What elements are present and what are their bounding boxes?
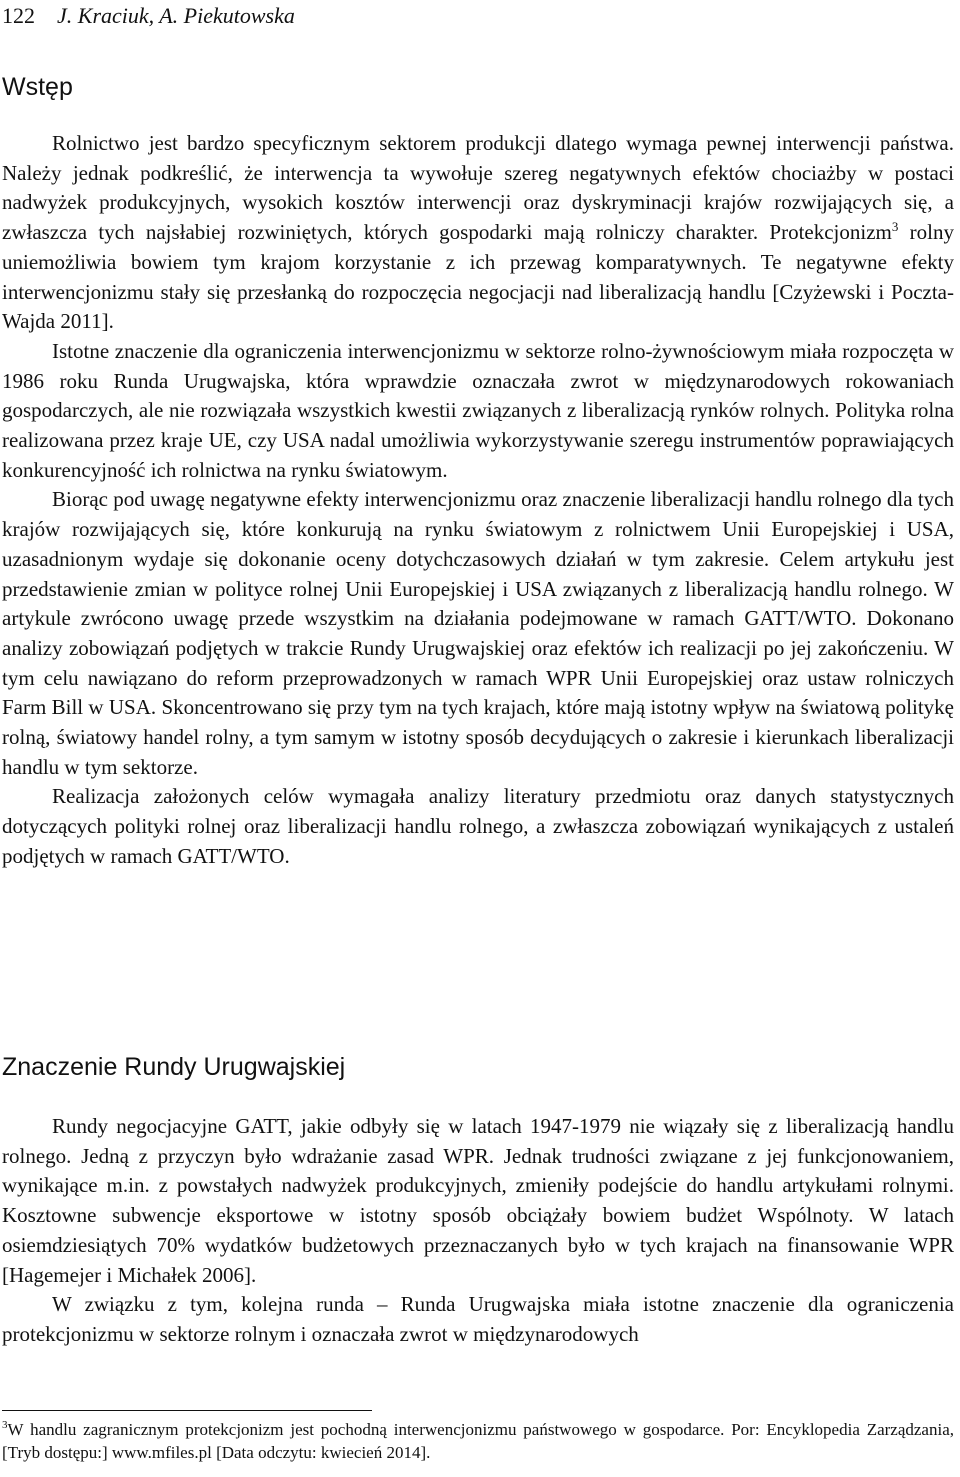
page-number: 122	[2, 3, 35, 28]
footnote-reference: 3	[891, 219, 899, 235]
intro-section-body	[2, 129, 954, 872]
intro-paragraph-3: Biorąc pod uwagę negatywne efekty interwencjonizmu oraz znaczenie liberalizacji handlu rolnego dla tych krajów rozwijających się, które konkurują na rynku światowym z rolnictwem Unii Europejskiej i USA, uzasadnionym wydaje się dokonanie oceny dotychczasowych działań w tym zakresie. Celem artykułu jest przedstawienie zmian w polityce rolnej Unii Europejskiej i USA związanych z liberalizacją handlu rolnego. W artykule zwrócono uwagę przede wszystkim na działania podejmowane w ramach GATT/WTO. Dokonano analizy zobowiązań podjętych w trakcie Rundy Urugwajskiej oraz efektów ich realizacji po jej zakończeniu. W tym celu nawiązano do reform przeprowadzonych w ramach WPR Unii Europejskiej oraz ustaw rolniczych Farm Bill w USA. Skoncentrowano się przy tym na tych krajach, które mają istotny wpływ na światową politykę rolną, światowy handel rolny, a tym samym w istotny sposób decydujących o zakresie i kierunkach liberalizacji handlu w tym sektorze.	[2, 487, 954, 779]
intro-paragraph-1	[2, 129, 954, 337]
section-heading-intro: Wstęp	[2, 73, 73, 101]
intro-paragraph-2: Istotne znaczenie dla ograniczenia interwencjonizmu w sektorze rolno-żywnościowym miała rozpoczęta w 1986 roku Runda Urugwajska, która wprawdzie oznaczała zwrot w międzynarodowych rokowaniach gospodarczych, ale nie rozwiązała wszystkich kwestii związanych z liberalizacją rynków rolnych. Polityka rolna realizowana przez kraje UE, czy USA nadal umożliwia wykorzystywanie szeregu instrumentów poprawiających konkurencyjność ich rolnictwa na rynku światowym.	[2, 338, 954, 482]
round-paragraph-1: Rundy negocjacyjne GATT, jakie odbyły się w latach 1947-1979 nie wiązały się z liberalizacją handlu rolnego. Jedną z przyczyn było wdrażanie zasad WPR. Jednak trudności związane z jej funkcjonowaniem, wynikające m.in. z powstałych nadwyżek produkcyjnych, zmieniły podejście do handlu artykułami rolnymi. Kosztowne subwencje eksportowe w istotny sposób obciążały bowiem budżet Wspólnoty. W latach osiemdziesiątych 70% wydatków budżetowych przeznaczanych było w tych krajach na finansowanie WPR [Hagemejer i Michałek 2006].	[2, 1114, 954, 1287]
footnote-text: W handlu zagranicznym protekcjonizm jest pochodną interwencjonizmu państwowego w gospodarce. Por: Encyklopedia Zarządzania, [Tryb dostępu:] www.mfiles.pl [Data odczytu: kwiecień 2014].	[2, 1420, 954, 1462]
intro-paragraph-1-part-a: Rolnictwo jest bardzo specyficznym sektorem produkcji dlatego wymaga pewnej interwencji państwa. Należy jednak podkreślić, że interwencja ta wywołuje szereg negatywnych efektów chociażby w postaci nadwyżek produkcyjnych, wysokich kosztów interwencji oraz dyskryminacji krajów rozwijających się, a zwłaszcza tych najsłabiej rozwiniętych, których gospodarki mają rolniczy charakter. Protekcjonizm	[2, 131, 954, 245]
running-header	[2, 2, 295, 30]
footnote-marker: 3	[2, 1419, 8, 1431]
footnote-separator	[2, 1410, 372, 1411]
intro-paragraph-1-part-b: rolny uniemożliwia bowiem tym krajom korzystanie z ich przewag komparatywnych. Te negatywne efekty interwencjonizmu stały się przesłanką do rozpoczęcia negocjacji nad liberalizacją handlu [Czyżewski i Poczta-Wajda 2011].	[2, 220, 954, 334]
footnote	[2, 1418, 954, 1464]
uruguay-round-section-body	[2, 1112, 954, 1350]
intro-paragraph-4: Realizacja założonych celów wymagała analizy literatury przedmiotu oraz danych statystycznych dotyczących polityki rolnej oraz liberalizacji handlu rolnego, a zwłaszcza zobowiązań wynikających z ustaleń podjętych w ramach GATT/WTO.	[2, 784, 954, 868]
section-heading-uruguay-round: Znaczenie Rundy Urugwajskiej	[2, 1053, 346, 1081]
header-authors: J. Kraciuk, A. Piekutowska	[57, 3, 295, 28]
round-paragraph-2: W związku z tym, kolejna runda – Runda Urugwajska miała istotne znaczenie dla ograniczenia protekcjonizmu w sektorze rolnym i oznaczała zwrot w międzynarodowych	[2, 1292, 954, 1346]
